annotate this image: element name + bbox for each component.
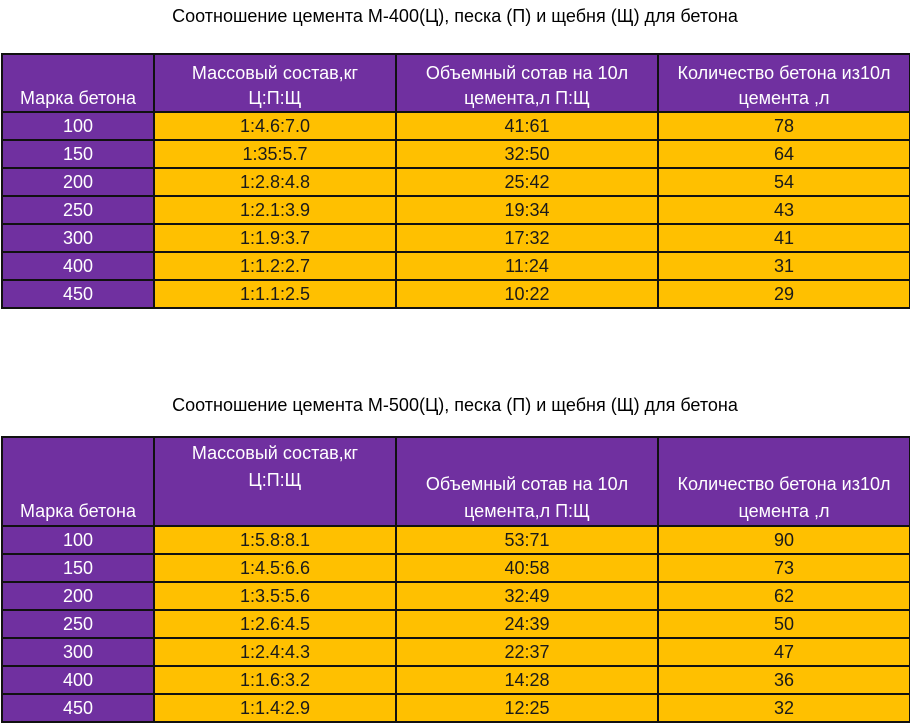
- cell-mass: 1:5.8:8.1: [154, 526, 396, 554]
- table-row: [2, 666, 910, 694]
- table-row: [2, 610, 910, 638]
- cell-volume: 41:61: [396, 112, 658, 140]
- table-row: [2, 140, 910, 168]
- header-volume: Объемный сотав на 10л цемента,л П:Щ: [396, 437, 658, 526]
- table-title-m400: Соотношение цемента М-400(Ц), песка (П) и щебня (Щ) для бетона: [172, 6, 738, 26]
- cell-mark: 400: [2, 252, 154, 280]
- header-yield: Количество бетона из10л цемента ,л: [658, 54, 910, 112]
- table-row: [2, 112, 910, 140]
- cell-mass: 1:2.6:4.5: [154, 610, 396, 638]
- cell-mass: 1:1.4:2.9: [154, 694, 396, 722]
- cell-yield: 73: [658, 554, 910, 582]
- cell-volume: 19:34: [396, 196, 658, 224]
- header-volume: Объемный сотав на 10л цемента,л П:Щ: [396, 54, 658, 112]
- table-row: [2, 526, 910, 554]
- header-mark: Марка бетона: [2, 54, 154, 112]
- table-row: [2, 638, 910, 666]
- cell-yield: 64: [658, 140, 910, 168]
- cell-yield: 90: [658, 526, 910, 554]
- cell-mark: 100: [2, 526, 154, 554]
- cell-mark: 400: [2, 666, 154, 694]
- header-row: [2, 437, 910, 526]
- cell-yield: 78: [658, 112, 910, 140]
- cell-mass: 1:1.9:3.7: [154, 224, 396, 252]
- header-mark: Марка бетона: [2, 437, 154, 526]
- cell-mark: 100: [2, 112, 154, 140]
- cell-volume: 40:58: [396, 554, 658, 582]
- cell-mass: 1:1.1:2.5: [154, 280, 396, 308]
- cell-mass: 1:4.5:6.6: [154, 554, 396, 582]
- cell-mass: 1:1.2:2.7: [154, 252, 396, 280]
- cell-volume: 32:50: [396, 140, 658, 168]
- cell-volume: 24:39: [396, 610, 658, 638]
- cell-yield: 41: [658, 224, 910, 252]
- cell-mark: 200: [2, 582, 154, 610]
- cell-mark: 200: [2, 168, 154, 196]
- cell-mark: 450: [2, 280, 154, 308]
- header-mass: Массовый состав,кг Ц:П:Щ: [154, 437, 396, 526]
- cell-mark: 250: [2, 196, 154, 224]
- cell-volume: 22:37: [396, 638, 658, 666]
- cell-volume: 25:42: [396, 168, 658, 196]
- cell-yield: 29: [658, 280, 910, 308]
- cell-mass: 1:35:5.7: [154, 140, 396, 168]
- ratio-table-m500: [1, 436, 910, 723]
- cell-mass: 1:1.6:3.2: [154, 666, 396, 694]
- cell-mass: 1:2.4:4.3: [154, 638, 396, 666]
- cell-volume: 53:71: [396, 526, 658, 554]
- cell-mass: 1:3.5:5.6: [154, 582, 396, 610]
- table-row: [2, 280, 910, 308]
- cell-mark: 450: [2, 694, 154, 722]
- table-row: [2, 582, 910, 610]
- cell-mass: 1:4.6:7.0: [154, 112, 396, 140]
- header-yield: Количество бетона из10л цемента ,л: [658, 437, 910, 526]
- cell-mark: 300: [2, 638, 154, 666]
- cell-yield: 54: [658, 168, 910, 196]
- ratio-table-m400: [1, 53, 910, 309]
- cell-yield: 31: [658, 252, 910, 280]
- cell-volume: 32:49: [396, 582, 658, 610]
- cell-mass: 1:2.1:3.9: [154, 196, 396, 224]
- cell-volume: 11:24: [396, 252, 658, 280]
- table-row: [2, 694, 910, 722]
- cell-yield: 50: [658, 610, 910, 638]
- cell-yield: 47: [658, 638, 910, 666]
- table-row: [2, 168, 910, 196]
- cell-mark: 250: [2, 610, 154, 638]
- cell-volume: 12:25: [396, 694, 658, 722]
- cell-mark: 300: [2, 224, 154, 252]
- cell-yield: 32: [658, 694, 910, 722]
- cell-volume: 14:28: [396, 666, 658, 694]
- cell-volume: 17:32: [396, 224, 658, 252]
- table-row: [2, 196, 910, 224]
- cell-yield: 36: [658, 666, 910, 694]
- header-mass: Массовый состав,кг Ц:П:Щ: [154, 54, 396, 112]
- table-title-m500: Соотношение цемента М-500(Ц), песка (П) и щебня (Щ) для бетона: [172, 395, 738, 415]
- table-row: [2, 252, 910, 280]
- cell-mark: 150: [2, 554, 154, 582]
- cell-volume: 10:22: [396, 280, 658, 308]
- cell-mark: 150: [2, 140, 154, 168]
- cell-yield: 62: [658, 582, 910, 610]
- table-row: [2, 224, 910, 252]
- table-row: [2, 554, 910, 582]
- header-row: [2, 54, 910, 112]
- cell-yield: 43: [658, 196, 910, 224]
- cell-mass: 1:2.8:4.8: [154, 168, 396, 196]
